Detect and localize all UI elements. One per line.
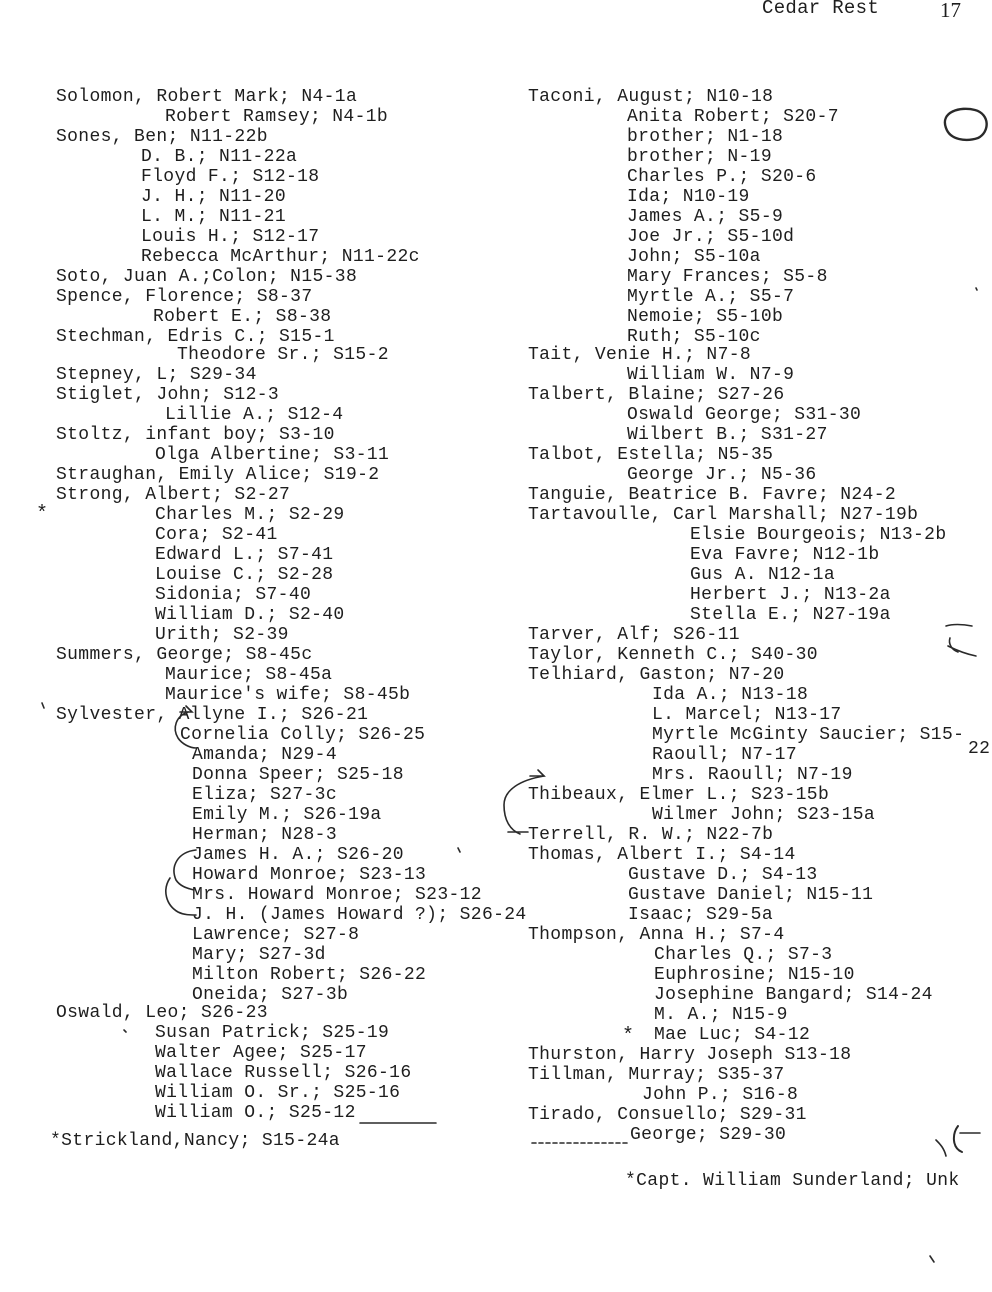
entry-line: Josephine Bangard; S14-24 (654, 985, 933, 1005)
entry-line: brother; N-19 (627, 147, 772, 167)
entry-line: Wilmer John; S23-15a (652, 805, 876, 825)
entry-line: Isaac; S29-5a (628, 905, 773, 925)
entry-line: Milton Robert; S26-22 (192, 965, 427, 985)
stray-mark (948, 646, 976, 656)
entry-line: Stella E.; N27-19a (690, 605, 891, 625)
entry-line: Charles M.; S2-29 (155, 505, 345, 525)
entry-line: Herbert J.; N13-2a (690, 585, 891, 605)
stray-mark (458, 848, 460, 852)
entry-line: Mrs. Howard Monroe; S23-12 (192, 885, 482, 905)
entry-line: Charles P.; S20-6 (627, 167, 817, 187)
stray-mark (949, 638, 958, 652)
entry-line: George; S29-30 (630, 1125, 787, 1145)
entry-line: Anita Robert; S20-7 (627, 107, 839, 127)
entry-line: J. H. (James Howard ?); S26-24 (192, 905, 527, 925)
entry-line: Walter Agee; S25-17 (155, 1043, 367, 1063)
entry-line: Myrtle McGinty Saucier; S15- (652, 725, 965, 745)
entry-line: Donna Speer; S25-18 (192, 765, 404, 785)
stray-mark (124, 1030, 126, 1032)
entry-line: Summers, George; S8-45c (56, 645, 313, 665)
entry-line: Theodore Sr.; S15-2 (177, 345, 389, 365)
footnote-left: *Strickland,Nancy; S15-24a (50, 1131, 340, 1151)
entry-line: Sones, Ben; N11-22b (56, 127, 268, 147)
stray-mark (946, 625, 972, 627)
stray-mark (954, 1126, 962, 1152)
entry-line: Mary Frances; S5-8 (627, 267, 828, 287)
entry-line: brother; N1-18 (627, 127, 784, 147)
entry-line: L. M.; N11-21 (141, 207, 286, 227)
entry-line: Joe Jr.; S5-10d (627, 227, 795, 247)
page-header (0, 0, 992, 24)
entry-line: Eliza; S27-3c (192, 785, 337, 805)
entry-line: Tait, Venie H.; N7-8 (528, 345, 752, 365)
entry-line: Robert E.; S8-38 (153, 307, 332, 327)
entry-line: Talbot, Estella; N5-35 (528, 445, 774, 465)
entry-line: Taconi, August; N10-18 (528, 87, 774, 107)
entry-line: Urith; S2-39 (155, 625, 289, 645)
entry-line: William O. Sr.; S25-16 (155, 1083, 401, 1103)
entry-line: Tanguie, Beatrice B. Favre; N24-2 (528, 485, 897, 505)
oval-mark (945, 109, 987, 140)
entry-line: Mrs. Raoull; N7-19 (652, 765, 853, 785)
entry-line: Oneida; S27-3b (192, 985, 349, 1005)
entry-line: William W. N7-9 (627, 365, 795, 385)
entry-line: Taylor, Kenneth C.; S40-30 (528, 645, 818, 665)
entry-line: Euphrosine; N15-10 (654, 965, 855, 985)
entry-line: Cornelia Colly; S26-25 (180, 725, 426, 745)
entry-line: Wilbert B.; S31-27 (627, 425, 828, 445)
entry-line: Floyd F.; S12-18 (141, 167, 320, 187)
entry-line: Stoltz, infant boy; S3-10 (56, 425, 335, 445)
entry-line: Myrtle A.; S5-7 (627, 287, 795, 307)
entry-line: Tartavoulle, Carl Marshall; N27-19b (528, 505, 919, 525)
entry-line: Spence, Florence; S8-37 (56, 287, 313, 307)
entry-line: Maurice's wife; S8-45b (165, 685, 411, 705)
entry-line: D. B.; N11-22a (141, 147, 298, 167)
stray-mark (930, 1256, 934, 1262)
footnote-right: *Capt. William Sunderland; Unk (625, 1171, 960, 1191)
entry-line: Ida; N10-19 (627, 187, 750, 207)
entry-line: Robert Ramsey; N4-1b (165, 107, 389, 127)
entry-line: Gus A. N12-1a (690, 565, 835, 585)
entry-line: Thomas, Albert I.; S4-14 (528, 845, 796, 865)
entry-line: Oswald George; S31-30 (627, 405, 862, 425)
entry-line: Rebecca McArthur; N11-22c (141, 247, 420, 267)
stray-mark (936, 1140, 946, 1156)
entry-line: Gustave D.; S4-13 (628, 865, 818, 885)
entry-line: Howard Monroe; S23-13 (192, 865, 427, 885)
continuation-text: 22 (968, 739, 991, 759)
entry-line: Stechman, Edris C.; S15-1 (56, 327, 335, 347)
cemetery-title: Cedar Rest (762, 0, 880, 19)
entry-line: Sylvester, Allyne I.; S26-21 (56, 705, 369, 725)
entry-line: James A.; S5-9 (627, 207, 784, 227)
entry-line: Lawrence; S27-8 (192, 925, 360, 945)
entry-line: Talbert, Blaine; S27-26 (528, 385, 785, 405)
entry-line: Charles Q.; S7-3 (654, 945, 833, 965)
entry-line: Sidonia; S7-40 (155, 585, 312, 605)
entry-line: Solomon, Robert Mark; N4-1a (56, 87, 358, 107)
star-mark: * (36, 503, 49, 526)
entry-line: Louis H.; S12-17 (141, 227, 320, 247)
page-number: 17 (940, 0, 961, 22)
entry-line: Stiglet, John; S12-3 (56, 385, 280, 405)
entry-line: George Jr.; N5-36 (627, 465, 817, 485)
entry-line: Edward L.; S7-41 (155, 545, 334, 565)
entry-line: John P.; S16-8 (642, 1085, 799, 1105)
stray-mark (976, 288, 977, 290)
entry-line: Ida A.; N13-18 (652, 685, 809, 705)
entry-line: Straughan, Emily Alice; S19-2 (56, 465, 380, 485)
entry-line: Stepney, L; S29-34 (56, 365, 257, 385)
entry-line: M. A.; N15-9 (654, 1005, 788, 1025)
entry-line: Cora; S2-41 (155, 525, 278, 545)
entry-line: Telhiard, Gaston; N7-20 (528, 665, 785, 685)
entry-line: Louise C.; S2-28 (155, 565, 334, 585)
bracket-mark (530, 770, 544, 776)
entry-line: Eva Favre; N12-1b (690, 545, 880, 565)
entry-line: Olga Albertine; S3-11 (155, 445, 390, 465)
entry-line: Tarver, Alf; S26-11 (528, 625, 740, 645)
entry-line: Nemoie; S5-10b (627, 307, 784, 327)
star-mark: * (622, 1025, 635, 1048)
entry-line: Emily M.; S26-19a (192, 805, 382, 825)
entry-line: Terrell, R. W.; N22-7b (528, 825, 774, 845)
entry-line: Strong, Albert; S2-27 (56, 485, 291, 505)
entry-line: Mae Luc; S4-12 (654, 1025, 811, 1045)
entry-line: Thibeaux, Elmer L.; S23-15b (528, 785, 830, 805)
entry-line: Gustave Daniel; N15-11 (628, 885, 874, 905)
entry-line: John; S5-10a (627, 247, 761, 267)
entry-line: Wallace Russell; S26-16 (155, 1063, 412, 1083)
entry-line: Maurice; S8-45a (165, 665, 333, 685)
entry-line: L. Marcel; N13-17 (652, 705, 842, 725)
entry-line: Thompson, Anna H.; S7-4 (528, 925, 785, 945)
entry-line: Tirado, Consuello; S29-31 (528, 1105, 807, 1125)
entry-line: Elsie Bourgeois; N13-2b (690, 525, 947, 545)
entry-line: Amanda; N29-4 (192, 745, 337, 765)
entry-line: William D.; S2-40 (155, 605, 345, 625)
entry-line: Soto, Juan A.;Colon; N15-38 (56, 267, 358, 287)
entry-line: William O.; S25-12 (155, 1103, 356, 1123)
entry-line: Susan Patrick; S25-19 (155, 1023, 390, 1043)
entry-line: Raoull; N7-17 (652, 745, 797, 765)
entry-line: Tillman, Murray; S35-37 (528, 1065, 785, 1085)
entry-line: J. H.; N11-20 (141, 187, 286, 207)
entry-line: Herman; N28-3 (192, 825, 337, 845)
entry-line: Thurston, Harry Joseph S13-18 (528, 1045, 852, 1065)
entry-line: Ruth; S5-10c (627, 327, 761, 347)
entry-line: Lillie A.; S12-4 (165, 405, 344, 425)
entry-line: James H. A.; S26-20 (192, 845, 404, 865)
entry-line: Oswald, Leo; S26-23 (56, 1003, 268, 1023)
stray-mark (42, 703, 44, 708)
entry-line: Mary; S27-3d (192, 945, 326, 965)
